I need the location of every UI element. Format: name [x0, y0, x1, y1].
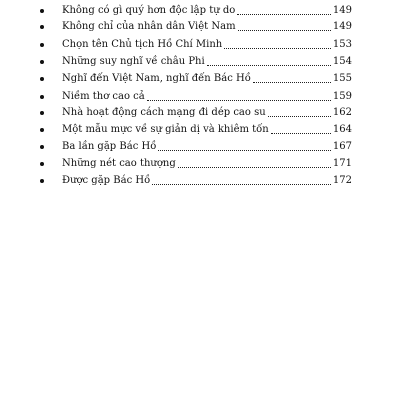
toc-entry-title: Nghĩ đến Việt Nam, nghĩ đến Bác Hồ: [62, 73, 251, 84]
toc-entry-title: Niềm thơ cao cả: [62, 91, 145, 102]
dot-leader: [253, 81, 331, 83]
toc-entry-title: Những nét cao thượng: [62, 158, 176, 169]
toc-entry[interactable]: [40, 18, 352, 35]
toc-entry[interactable]: [40, 172, 352, 189]
bullet-icon: [40, 95, 44, 99]
toc-entry-title: Một mẫu mực về sự giản dị và khiêm tốn: [62, 124, 269, 135]
dot-leader: [147, 99, 331, 101]
toc-entry[interactable]: [40, 121, 352, 138]
bullet-icon: [40, 145, 44, 149]
dot-leader: [207, 64, 331, 66]
toc-entry-page: 159: [332, 91, 352, 102]
toc-entry[interactable]: [40, 70, 352, 87]
toc-entry[interactable]: [40, 53, 352, 70]
dot-leader: [268, 115, 331, 117]
bullet-icon: [40, 128, 44, 132]
toc-entry[interactable]: [40, 155, 352, 172]
bullet-icon: [40, 60, 44, 64]
toc-entry-title: Chọn tên Chủ tịch Hồ Chí Minh: [62, 39, 223, 50]
bullet-icon: [40, 25, 44, 29]
dot-leader: [238, 29, 331, 31]
bullet-icon: [40, 9, 44, 13]
toc-entry-page: 162: [332, 107, 352, 118]
toc-entry-page: 167: [332, 141, 352, 152]
bullet-icon: [40, 179, 44, 183]
bullet-icon: [40, 43, 44, 47]
toc-entry-page: 149: [332, 5, 352, 16]
toc-entry-title: Ba lần gặp Bác Hồ: [62, 141, 157, 152]
toc-entry[interactable]: [40, 104, 352, 121]
bullet-icon: [40, 162, 44, 166]
toc-entry-page: 154: [332, 56, 352, 67]
bullet-icon: [40, 111, 44, 115]
toc-entry[interactable]: [40, 36, 352, 53]
toc-entry-page: 153: [332, 39, 352, 50]
dot-leader: [224, 47, 331, 49]
dot-leader: [271, 132, 331, 134]
toc-entry-title: Những suy nghĩ về châu Phi: [62, 56, 205, 67]
toc-entry-page: 155: [332, 73, 352, 84]
dot-leader: [178, 166, 331, 168]
toc-entry-page: 149: [332, 21, 352, 32]
dot-leader: [158, 149, 331, 151]
toc-entry-title: Được gặp Bác Hồ: [62, 175, 151, 186]
toc-entry-title: Không chỉ của nhân dân Việt Nam: [62, 21, 236, 32]
toc-entry[interactable]: [40, 138, 352, 155]
toc-entry-page: 171: [332, 158, 352, 169]
toc-entry-title: Nhà hoạt động cách mạng đi dép cao su: [62, 107, 266, 118]
toc-entry[interactable]: [40, 88, 352, 105]
dot-leader: [237, 13, 331, 15]
toc-entry[interactable]: [40, 2, 352, 19]
toc-entry-title: Không có gì quý hơn độc lập tự do: [62, 5, 236, 16]
dot-leader: [152, 183, 331, 185]
toc-entry-page: 172: [332, 175, 352, 186]
bullet-icon: [40, 77, 44, 81]
toc-entry-page: 164: [332, 124, 352, 135]
